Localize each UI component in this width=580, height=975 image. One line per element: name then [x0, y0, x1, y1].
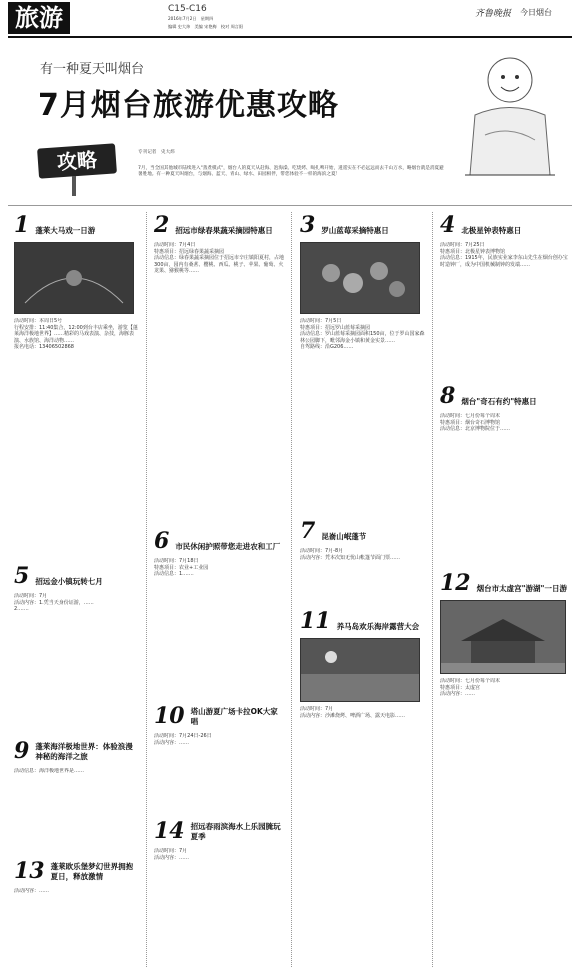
- section-title: 市民休闲护照带您走进农和工厂: [175, 542, 281, 551]
- section-title: 旅游: [15, 3, 63, 32]
- divider: [8, 205, 572, 206]
- section-number: 3: [300, 212, 316, 238]
- strategy-badge-text: 攻略: [56, 147, 98, 175]
- section-info: 活动时间：7月5日 特惠项目：招远罗山蓝莓采摘园 活动信息：罗山蓝莓采摘园面积150亩，位于罗山国家森林公园脚下，毗邻海金小镇和黄金实景…… 自驾路线：沿G206……: [300, 318, 425, 350]
- section-number: 12: [440, 570, 471, 596]
- section-badge: [8, 2, 70, 34]
- page-numbers: C15-C16: [168, 4, 207, 14]
- section-1: [14, 214, 139, 548]
- section-title: 招远春雨滨海水上乐园腌玩夏季: [190, 822, 281, 841]
- section-title: 烟台市太虚宫"游湖"一日游: [476, 584, 567, 593]
- section-info: 活动时间：本周日5号 行程安排：11:40集合，12:00到台丰店乘坐，游览【蓬莱海洋极地世界】……精彩的马戏表演、杂技，海豚表演、水族馆、海洋动物…… 报名电话：13406502868: [14, 318, 138, 350]
- cartoon-illustration: [455, 45, 565, 185]
- section-number: 8: [440, 383, 456, 409]
- section-title: 昆嵛山岷蓬节: [321, 532, 367, 541]
- section-title: 招远市绿春果蔬采摘园特惠日: [175, 226, 273, 235]
- section-info: 活动时间：7月 活动内容：沙滩烧烤、啤酒广场、露天电影……: [300, 706, 406, 719]
- section-number: 11: [300, 608, 331, 634]
- section-info: 活动时间：7月 活动内容：……: [154, 848, 190, 861]
- paper-name: 齐鲁晚报: [475, 9, 512, 19]
- section-7: [300, 520, 425, 618]
- strategy-badge: [37, 143, 117, 178]
- section-title: 养马岛欢乐海岸露营大会: [336, 622, 420, 631]
- section-title: 烟台"奇石有约"特惠日: [461, 397, 537, 406]
- section-title: 北极星钟表特惠日: [461, 226, 522, 235]
- section-number: 2: [154, 212, 170, 238]
- section-info: 活动时间：7月4日 特惠项目：招远绿春果蔬采摘园 活动信息：绿春果蔬采摘园位于招远市辛庄镇阳夏村，占地300亩，园内有桑葚、樱桃、西瓜、桃子、苹果、葡萄、火龙果、猕猴桃等……: [154, 242, 284, 274]
- section-14: [154, 820, 284, 958]
- section-number: 1: [14, 212, 30, 238]
- section-info: 活动信息：海洋极地世界是……: [14, 768, 85, 774]
- byline: 专刊记者 史大炜: [138, 150, 175, 155]
- section-6: [154, 530, 284, 688]
- blueberry-photo: [300, 242, 420, 314]
- section-number: 4: [440, 212, 456, 238]
- section-title: 蓬莱海洋极地世界：体验浪漫神秘的海洋之旅: [35, 742, 133, 761]
- temple-photo: [440, 600, 566, 674]
- section-info: 活动时间：七月份每个周末 特惠项目：烟台奇石博物馆 活动信息：北京博物院位于……: [440, 413, 511, 432]
- section-info: 活动时间：7月 活动内容：1.凭当天身份证游，…… 2.……: [14, 593, 94, 612]
- section-number: 9: [14, 738, 30, 764]
- section-title: 招远金小镇玩转七月: [35, 577, 103, 586]
- section-title: 塔山游夏广场卡拉OK大家唱: [190, 707, 278, 726]
- lead-paragraph: 7月，当全国其他城市陆续进入"蒸煮模式"，烟台人的夏天从赶海、泡海澡、吃烧烤、喝扎啤开始，逍遥实在不必远远而去千山万水，略烟台就是消夏避暑胜地。有一种夏天叫烟台，与烟海、蓝天、青山、绿水、田园相伴，带您体验不一样的海滨之夏！: [138, 166, 444, 177]
- section-number: 7: [300, 518, 316, 544]
- circus-photo: [14, 242, 134, 314]
- section-info: 活动时间：7月18日 特惠项目：农业+工业园 活动信息：1.……: [154, 558, 209, 577]
- section-title: 蓬莱欧乐堡梦幻世界拥抱夏日，释放激情: [50, 862, 134, 881]
- section-number: 10: [154, 703, 185, 729]
- section-3: [300, 214, 425, 468]
- column-divider: [432, 212, 433, 967]
- column-divider: [146, 212, 147, 967]
- editors-line: 编辑 史大炜 美编 宋艳梅 校对 周言阳: [168, 24, 244, 29]
- section-11: [300, 610, 425, 956]
- section-number: 14: [154, 818, 185, 844]
- section-info: 活动时间：7月24日-26日 活动内容：……: [154, 733, 212, 746]
- paper-sub: 今日烟台: [520, 8, 552, 17]
- main-headline: 7月烟台旅游优惠攻略: [38, 88, 339, 123]
- section-4: [440, 214, 570, 372]
- beach-photo: [300, 638, 420, 702]
- section-number: 5: [14, 563, 30, 589]
- section-number: 6: [154, 528, 170, 554]
- section-info: 活动时间：7月25日 特惠项目：北极星钟表博物馆 活动信息：1915年，民族实业家李东山先生在烟台创办宝时造钟厂，成为中国机械制钟的发端……: [440, 242, 568, 268]
- sign-post: [72, 176, 76, 196]
- section-info: 活动时间：七月份每个周末 特惠项目：太虚宫 活动内容：……: [440, 678, 501, 697]
- section-info: 活动时间：7月-8月 活动内容：凭本次知无忧山帐篷节面门票……: [300, 548, 401, 561]
- date-line: 2016年7月2日 星期四: [168, 16, 214, 21]
- section-8: [440, 385, 570, 563]
- section-9: [14, 740, 139, 868]
- section-5: [14, 565, 139, 723]
- section-2: [154, 214, 284, 472]
- section-10: [154, 705, 284, 803]
- section-title: 罗山蓝莓采摘特惠日: [321, 226, 389, 235]
- section-title: 蓬莱大马戏一日游: [35, 226, 96, 235]
- header-rule: [8, 36, 572, 38]
- column-divider: [291, 212, 292, 967]
- section-12: [440, 572, 570, 918]
- section-number: 13: [14, 858, 45, 884]
- section-13: [14, 860, 139, 968]
- section-info: 活动内容：……: [14, 888, 50, 894]
- kicker: 有一种夏天叫烟台: [40, 62, 145, 77]
